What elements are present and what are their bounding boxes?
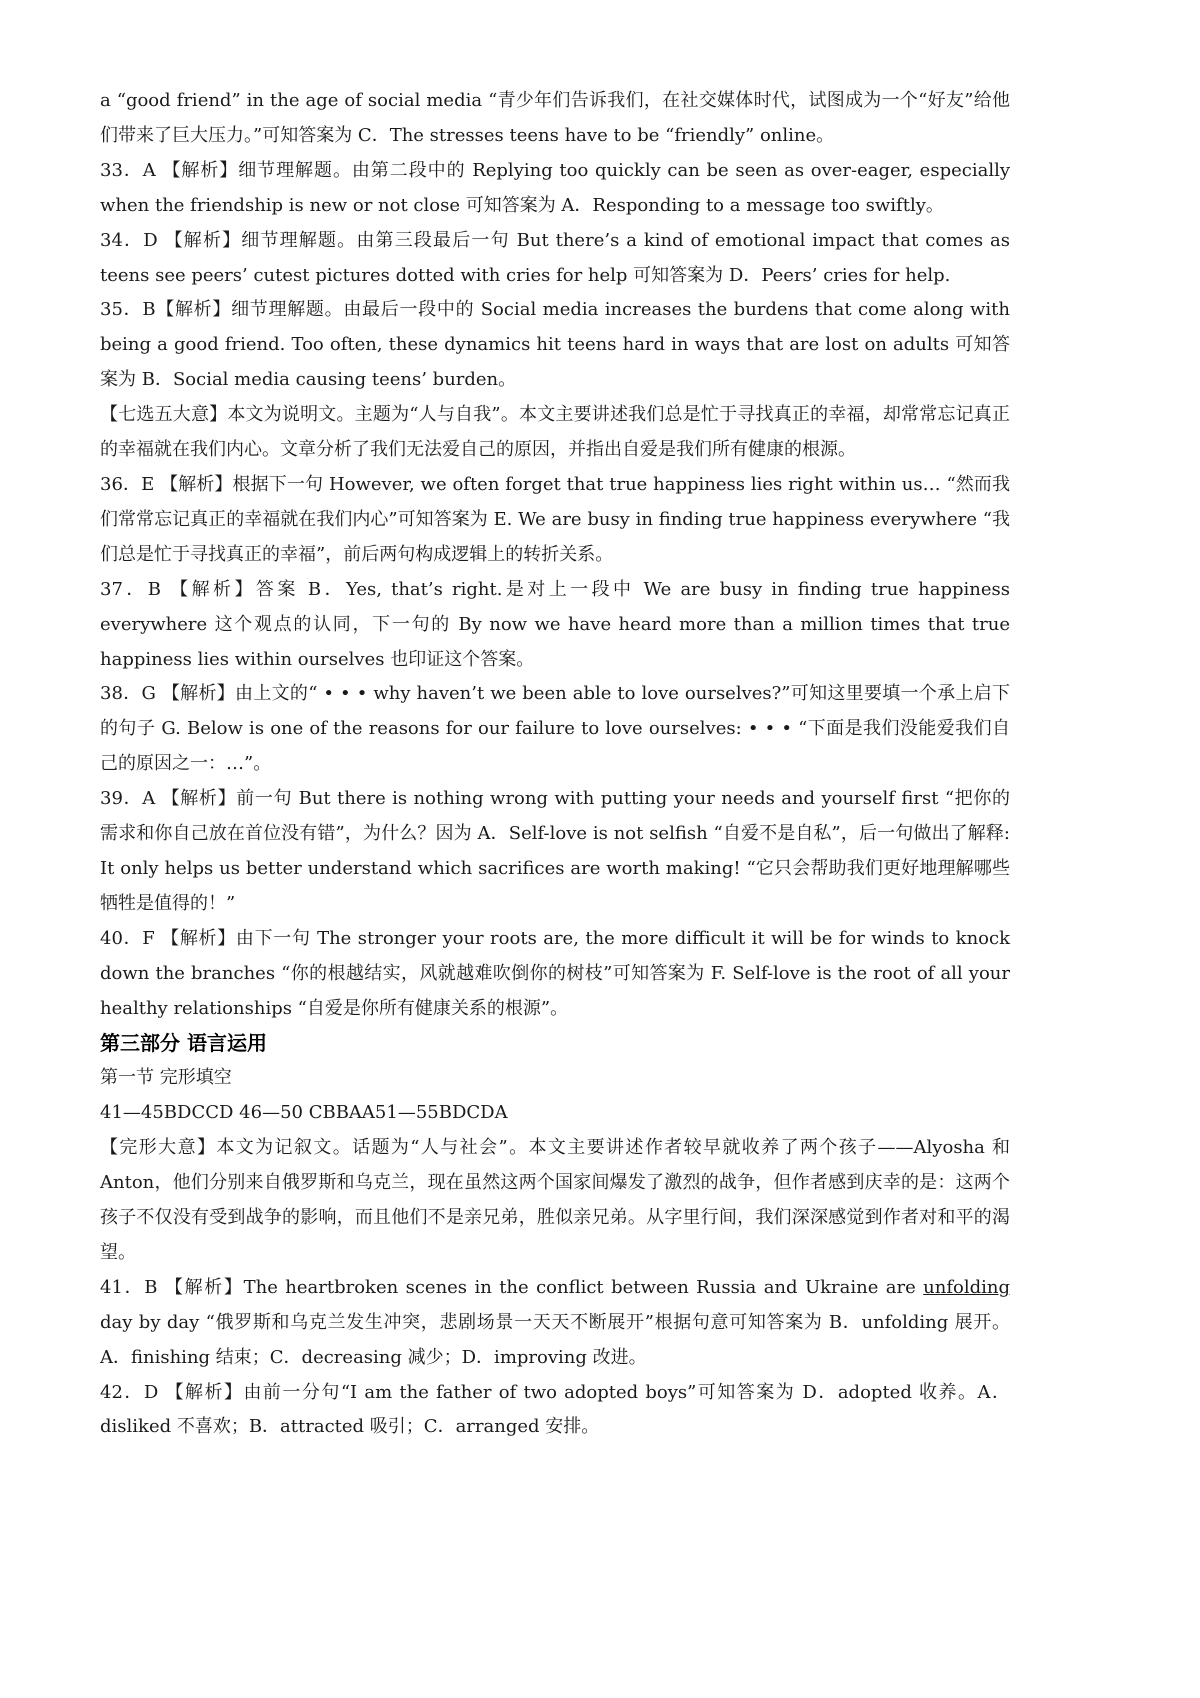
paragraph-seven-choose-five-summary: 【七选五大意】本文为说明文。主题为“人与自我”。本文主要讲述我们总是忙于寻找真正的幸福，却常常忘记真正的幸福就在我们内心。文章分析了我们无法爱自己的原因，并指出自爱是我们所有健康的根源。 bbox=[100, 404, 1010, 461]
paragraph-q41 bbox=[100, 1271, 1010, 1376]
document-page bbox=[100, 84, 1010, 1445]
paragraph-q36: 36．E 【解析】根据下一句 However, we often forget that true happiness lies right within us… “然而我们常常忘记真正的幸福就在我们内心”可知答案为 E. We are busy in finding true happiness everywhere “我们总是忙于寻找真正的幸福”，前后两句构成逻辑上的转折关系。 bbox=[100, 473, 1010, 565]
paragraph-q42: 42．D 【解析】由前一分句“I am the father of two adopted boys”可知答案为 D．adopted 收养。A． disliked 不喜欢；B．attracted 吸引；C．arranged 安排。 bbox=[100, 1381, 1010, 1438]
q41-text-before: 41．B 【解析】The heartbroken scenes in the conflict between Russia and Ukraine are bbox=[100, 1276, 924, 1298]
q41-underlined-word: unfolding bbox=[923, 1276, 1010, 1298]
paragraph-q35: 35．B【解析】细节理解题。由最后一段中的 Social media increases the burdens that come along with being a good friend. Too often, these dynamics hit teens hard in ways that are lost on adults 可知答案为 B．Social media causing teens’ burden。 bbox=[100, 299, 1010, 391]
paragraph-q37: 37．B 【解析】答案 B．Yes, that’s right.是对上一段中 We are busy in finding true happiness everywhere 这个观点的认同，下一句的 By now we have heard more than a million times that true happiness lies within ourselves 也印证这个答案。 bbox=[100, 578, 1010, 670]
paragraph-q32-continued: a “good friend” in the age of social media “青少年们告诉我们，在社交媒体时代，试图成为一个“好友”给他们带来了巨大压力。”可知答案为 C．The stresses teens have to be “friendly” online。 bbox=[100, 90, 1011, 146]
paragraph-q34: 34．D 【解析】细节理解题。由第三段最后一句 But there’s a kind of emotional impact that comes as teens see peers’ cutest pictures dotted with cries for help 可知答案为 D．Peers’ cries for help. bbox=[100, 229, 1010, 286]
q41-text-after: day by day “俄罗斯和乌克兰发生冲突，悲剧场景一天天不断展开”根据句意可知答案为 B．unfolding 展开。A．finishing 结束；C．decreasing 减少；D．improving 改进。 bbox=[100, 1311, 1010, 1368]
paragraph-q40: 40．F 【解析】由下一句 The stronger your roots are, the more difficult it will be for winds to knock down the branches “你的根越结实，风就越难吹倒你的树枝”可知答案为 F. Self-love is the root of all your healthy relationships “自爱是你所有健康关系的根源”。 bbox=[100, 927, 1010, 1019]
part3-heading: 第三部分 语言运用 bbox=[100, 1031, 267, 1056]
paragraph-q39: 39．A 【解析】前一句 But there is nothing wrong with putting your needs and yourself first “把你的需求和你自己放在首位没有错”，为什么？因为 A．Self-love is not selfish “自爱不是自私”，后一句做出了解释: It only helps us better understand which sacrifices are worth making! “它只会帮助我们更好地理解哪些牺牲是值得的！” bbox=[100, 788, 1011, 914]
paragraph-q33: 33．A 【解析】细节理解题。由第二段中的 Replying too quickly can be seen as over-eager, especially when the friendship is new or not close 可知答案为 A．Responding to a message too swiftly。 bbox=[100, 159, 1010, 216]
cloze-answer-key: 41—45BDCCD 46—50 CBBAA51—55BDCDA bbox=[100, 1102, 508, 1124]
section1-heading: 第一节 完形填空 bbox=[100, 1067, 232, 1089]
paragraph-q38: 38．G 【解析】由上文的“ • • • why haven’t we been able to love ourselves?”可知这里要填一个承上启下的句子 G. Below is one of the reasons for our failure to love ourselves: • • • “下面是我们没能爱我们自己的原因之一：…”。 bbox=[100, 683, 1010, 775]
paragraph-cloze-summary: 【完形大意】本文为记叙文。话题为“人与社会”。本文主要讲述作者较早就收养了两个孩子——Alyosha 和 Anton，他们分别来自俄罗斯和乌克兰，现在虽然这两个国家间爆发了激烈的战争，但作者感到庆幸的是：这两个孩子不仅没有受到战争的影响，而且他们不是亲兄弟，胜似亲兄弟。从字里行间，我们深深感觉到作者对和平的渴望。 bbox=[100, 1137, 1010, 1263]
